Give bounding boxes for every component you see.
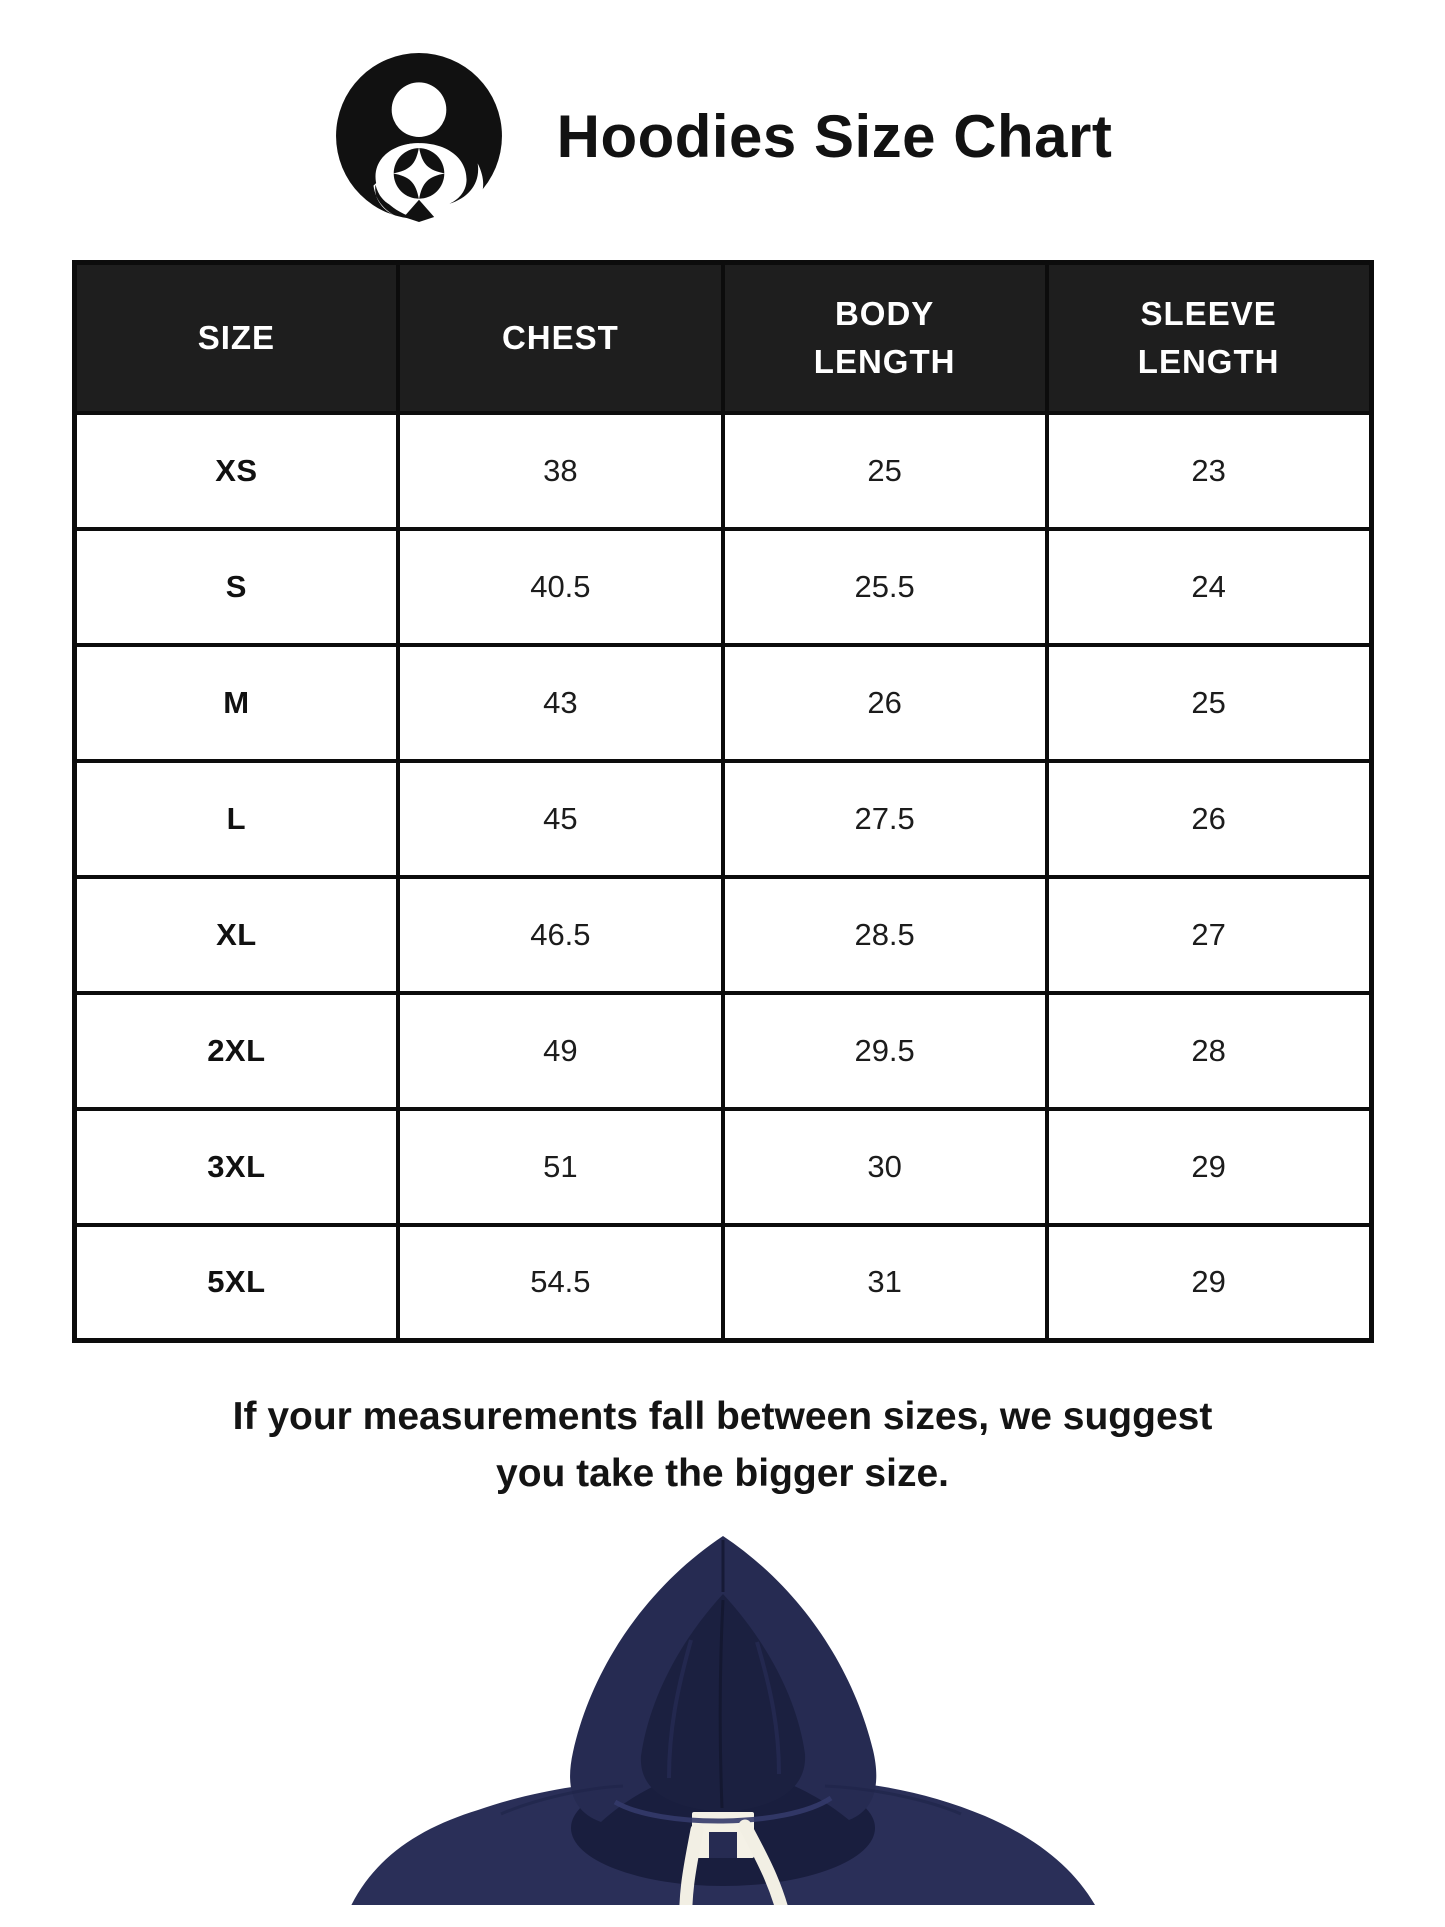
chest-cell: 51 [398, 1109, 722, 1225]
body-length-cell: 30 [723, 1109, 1047, 1225]
body-length-cell: 28.5 [723, 877, 1047, 993]
table-row-2xl [74, 993, 1371, 1109]
body-length-cell: 29.5 [723, 993, 1047, 1109]
size-cell: 5XL [74, 1225, 398, 1341]
chest-cell: 43 [398, 645, 722, 761]
page-title: Hoodies Size Chart [556, 102, 1113, 170]
size-table-body [74, 413, 1371, 1341]
chest-cell: 45 [398, 761, 722, 877]
sleeve-length-cell: 27 [1047, 877, 1371, 993]
body-length-cell: 25.5 [723, 529, 1047, 645]
body-length-cell: 26 [723, 645, 1047, 761]
sleeve-length-cell: 25 [1047, 645, 1371, 761]
size-table [72, 260, 1374, 1343]
table-row-s [74, 529, 1371, 645]
body-length-cell: 27.5 [723, 761, 1047, 877]
size-cell: L [74, 761, 398, 877]
parent-baby-logo-icon [333, 50, 505, 222]
size-cell: XS [74, 413, 398, 529]
chest-cell: 54.5 [398, 1225, 722, 1341]
chest-cell: 49 [398, 993, 722, 1109]
header-row [74, 263, 1371, 413]
sleeve-length-cell: 26 [1047, 761, 1371, 877]
col-header-size: SIZE [74, 263, 398, 413]
table-row-5xl [74, 1225, 1371, 1341]
col-header-body-length: BODY LENGTH [723, 263, 1047, 413]
between-sizes-note: If your measurements fall between sizes, we suggest you take the bigger size. [232, 1395, 1213, 1495]
table-row-3xl [74, 1109, 1371, 1225]
body-length-cell: 25 [723, 413, 1047, 529]
size-table-head [74, 263, 1371, 413]
sleeve-length-cell: 28 [1047, 993, 1371, 1109]
sleeve-length-cell: 24 [1047, 529, 1371, 645]
sleeve-length-cell: 23 [1047, 413, 1371, 529]
sleeve-length-cell: 29 [1047, 1109, 1371, 1225]
size-cell: M [74, 645, 398, 761]
size-cell: S [74, 529, 398, 645]
header [0, 0, 1445, 222]
sleeve-length-cell: 29 [1047, 1225, 1371, 1341]
hoodie-illustration [293, 1530, 1153, 1905]
size-cell: 2XL [74, 993, 398, 1109]
hoodie-product-photo [293, 1530, 1153, 1905]
table-row-l [74, 761, 1371, 877]
table-row-m [74, 645, 1371, 761]
chest-cell: 46.5 [398, 877, 722, 993]
chest-cell: 40.5 [398, 529, 722, 645]
table-row-xs [74, 413, 1371, 529]
size-cell: 3XL [74, 1109, 398, 1225]
size-cell: XL [74, 877, 398, 993]
table-row-xl [74, 877, 1371, 993]
body-length-cell: 31 [723, 1225, 1047, 1341]
col-header-sleeve-length: SLEEVE LENGTH [1047, 263, 1371, 413]
chest-cell: 38 [398, 413, 722, 529]
col-header-chest: CHEST [398, 263, 722, 413]
